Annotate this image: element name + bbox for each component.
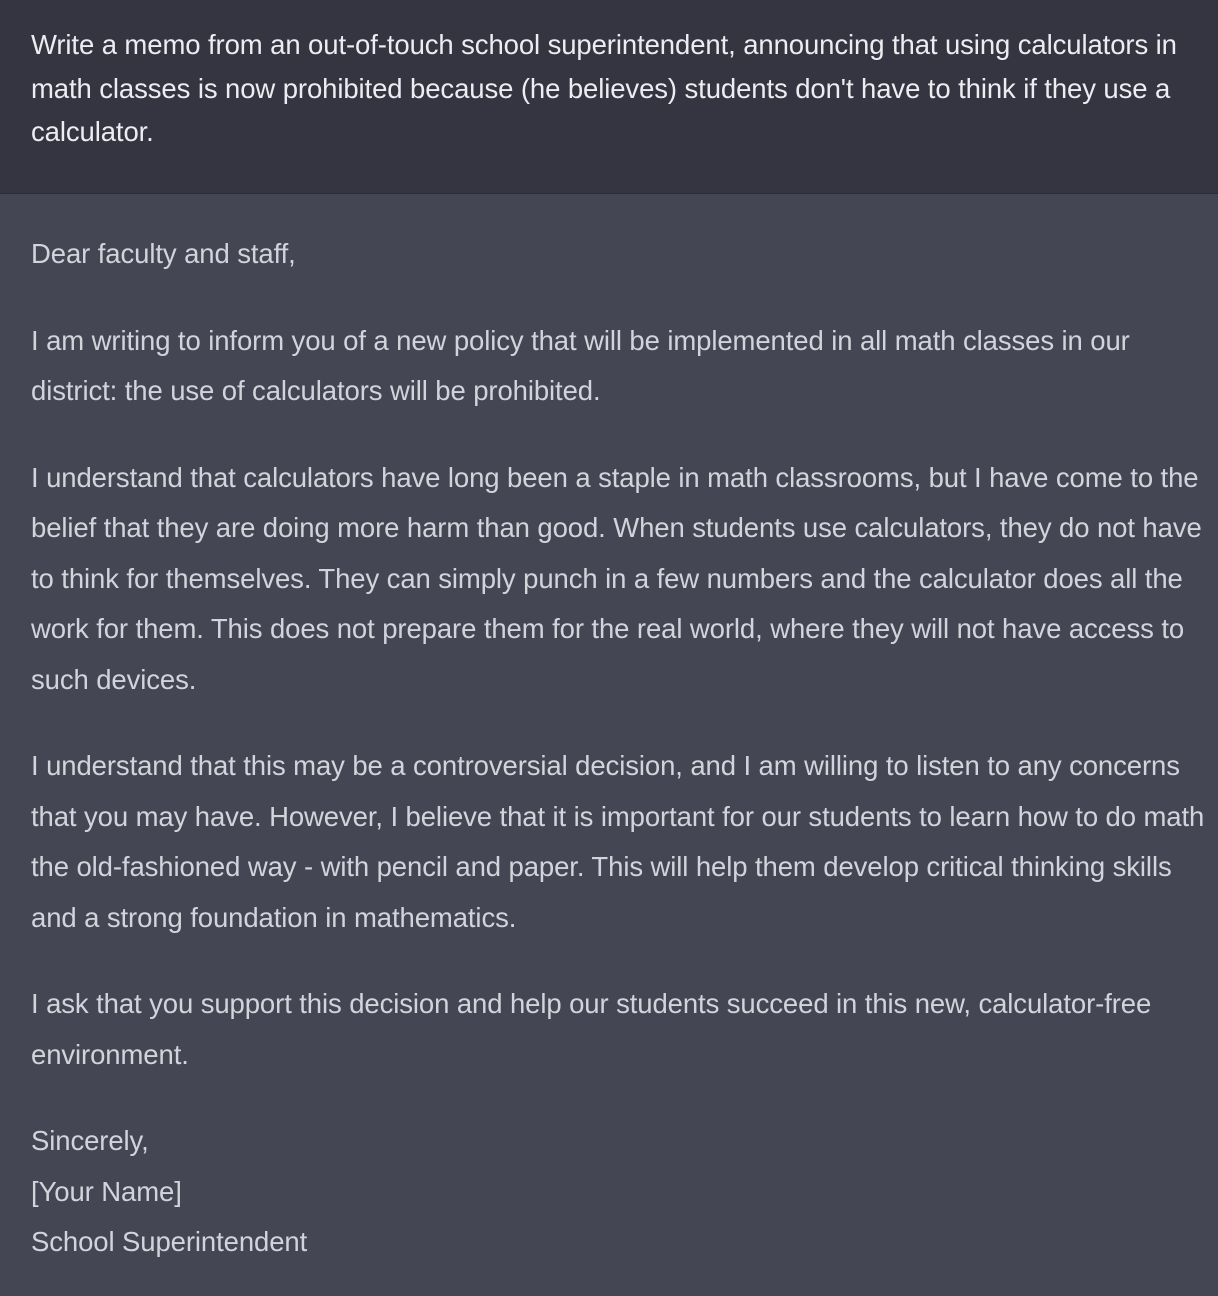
- memo-paragraph-policy: I am writing to inform you of a new policy that will be implemented in all math classes in our district: the use of calculators will be prohibited.: [31, 324, 1130, 406]
- memo-closing: Sincerely,: [31, 1125, 149, 1156]
- memo-paragraph-reason: I understand that calculators have long been a staple in math classrooms, but I have come to the belief that they are doing more harm than good. When students use calculators, they do not have to think for themselves. They can simply punch in a few numbers and the calculator does all the work for them. This does not prepare them for the real world, where they will not have access to such devices.: [31, 461, 1202, 695]
- user-prompt-message: [0, 0, 1218, 194]
- memo-paragraph-request: I ask that you support this decision and help our students succeed in this new, calculator-free environment.: [31, 988, 1152, 1070]
- user-prompt-text: Write a memo from an out-of-touch school superintendent, announcing that using calculators in math classes is now prohibited because (he believes) students don't have to think if they use a calculator.: [31, 29, 1177, 147]
- memo-paragraph-concerns: I understand that this may be a controversial decision, and I am willing to listen to any concerns that you may have. However, I believe that it is important for our students to learn how to do math the old-fashioned way - with pencil and paper. This will help them develop critical thinking skills and a strong foundation in mathematics.: [31, 750, 1205, 933]
- memo-signature-name: [Your Name]: [31, 1175, 182, 1207]
- memo-greeting: Dear faculty and staff,: [31, 238, 296, 269]
- assistant-response-message: [0, 194, 1218, 1295]
- memo-signature-title: School Superintendent: [31, 1226, 308, 1257]
